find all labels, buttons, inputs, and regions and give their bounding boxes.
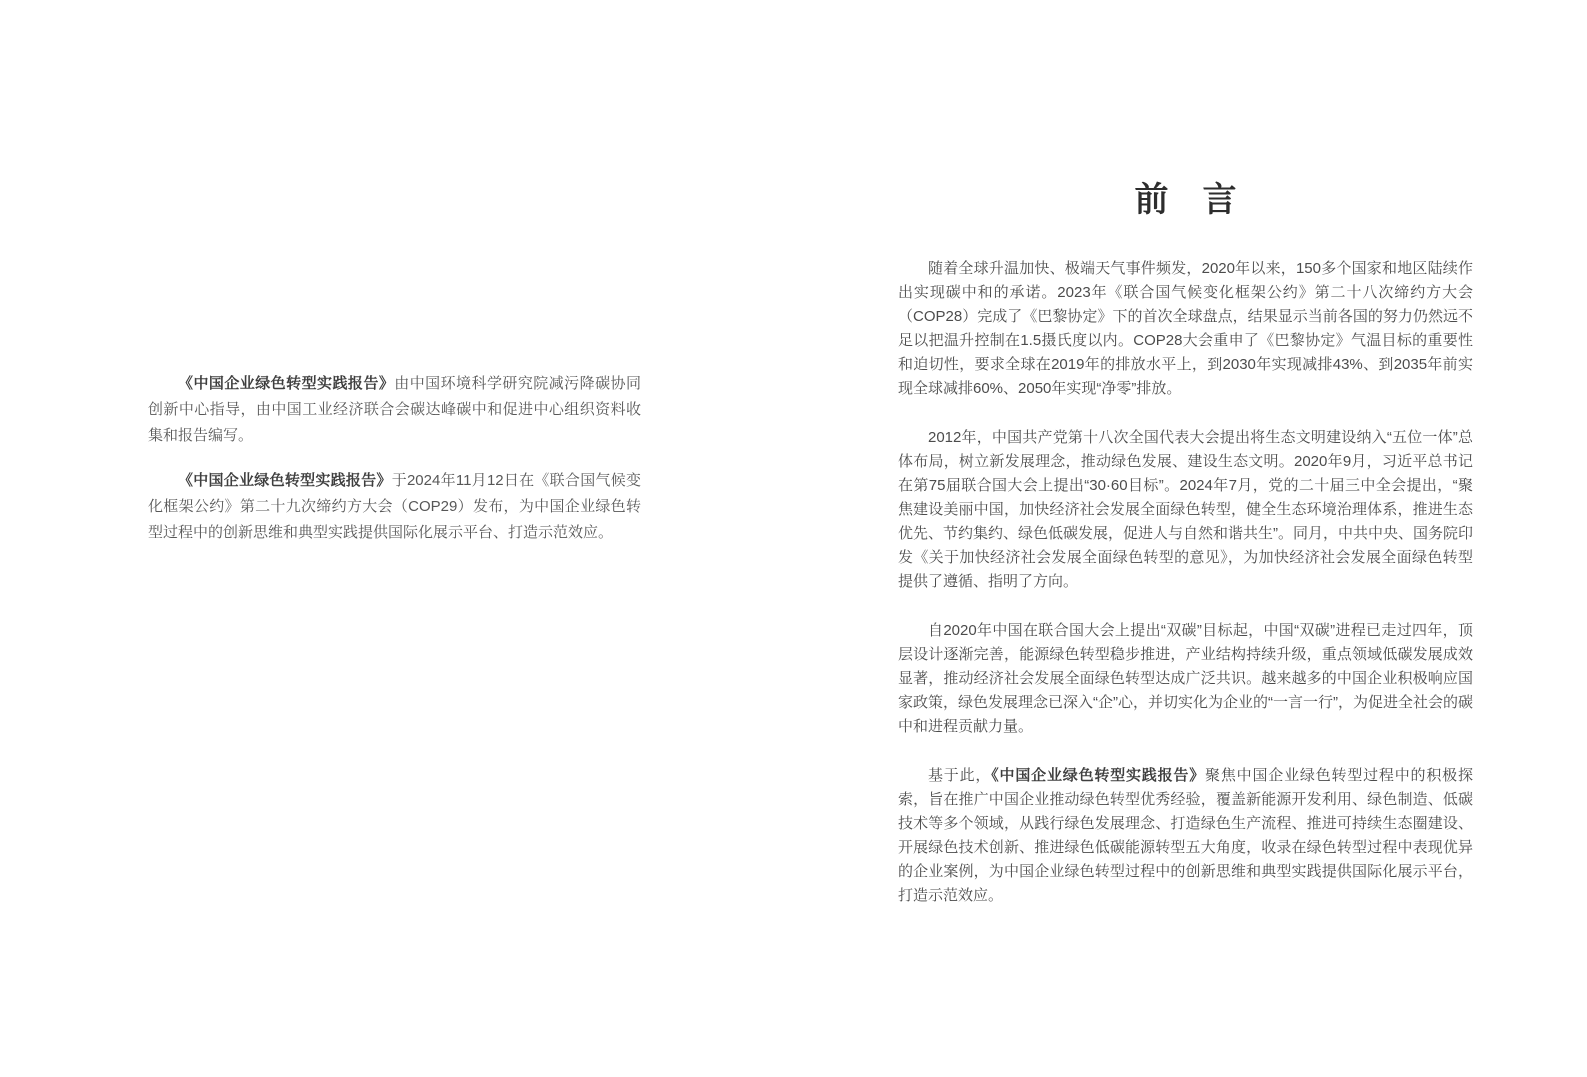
preface-title: 前 言 [1134, 181, 1237, 219]
preface-paragraph: 自2020年中国在联合国大会上提出“双碳”目标起，中国“双碳”进程已走过四年，顶层设计逐渐完善，能源绿色转型稳步推进，产业结构持续升级，重点领域低碳发展成效显著，推动经济社会发展全面绿色转型达成广泛共识。越来越多的中国企业积极响应国家政策，绿色发展理念已深入“企”心，并切实化为企业的“一言一行”，为促进全社会的碳中和进程贡献力量。 [898, 622, 1473, 735]
preface-text-block [898, 257, 1473, 933]
imprint-text-block [148, 371, 641, 565]
imprint-paragraph: 《中国企业绿色转型实践报告》于2024年11月12日在《联合国气候变化框架公约》第二十九次缔约方大会（COP29）发布，为中国企业绿色转型过程中的创新思维和典型实践提供国际化展示平台、打造示范效应。 [148, 472, 641, 541]
preface-paragraph: 随着全球升温加快、极端天气事件频发，2020年以来，150多个国家和地区陆续作出实现碳中和的承诺。2023年《联合国气候变化框架公约》第二十八次缔约方大会（COP28）完成了《巴黎协定》下的首次全球盘点，结果显示当前各国的努力仍然远不足以把温升控制在1.5摄氏度以内。COP28大会重申了《巴黎协定》气温目标的重要性和迫切性，要求全球在2019年的排放水平上，到2030年实现减排43%、到2035年前实现全球减排60%、2050年实现“净零”排放。 [898, 260, 1473, 397]
preface-paragraph: 2012年，中国共产党第十八次全国代表大会提出将生态文明建设纳入“五位一体”总体布局，树立新发展理念，推动绿色发展、建设生态文明。2020年9月，习近平总书记在第75届联合国大会上提出“30·60目标”。2024年7月，党的二十届三中全会提出，“聚焦建设美丽中国，加快经济社会发展全面绿色转型，健全生态环境治理体系，推进生态优先、节约集约、绿色低碳发展，促进人与自然和谐共生”。同月，中共中央、国务院印发《关于加快经济社会发展全面绿色转型的意见》，为加快经济社会发展全面绿色转型提供了遵循、指明了方向。 [898, 429, 1473, 590]
imprint-paragraph: 《中国企业绿色转型实践报告》由中国环境科学研究院减污降碳协同创新中心指导，由中国工业经济联合会碳达峰碳中和促进中心组织资料收集和报告编写。 [148, 375, 641, 444]
preface-paragraph: 基于此，《中国企业绿色转型实践报告》聚焦中国企业绿色转型过程中的积极探索，旨在推广中国企业推动绿色转型优秀经验，覆盖新能源开发利用、绿色制造、低碳技术等多个领域，从践行绿色发展理念、打造绿色生产流程、推进可持续生态圈建设、开展绿色技术创新、推进绿色低碳能源转型五大角度，收录在绿色转型过程中表现优异的企业案例，为中国企业绿色转型过程中的创新思维和典型实践提供国际化展示平台，打造示范效应。 [898, 767, 1473, 904]
